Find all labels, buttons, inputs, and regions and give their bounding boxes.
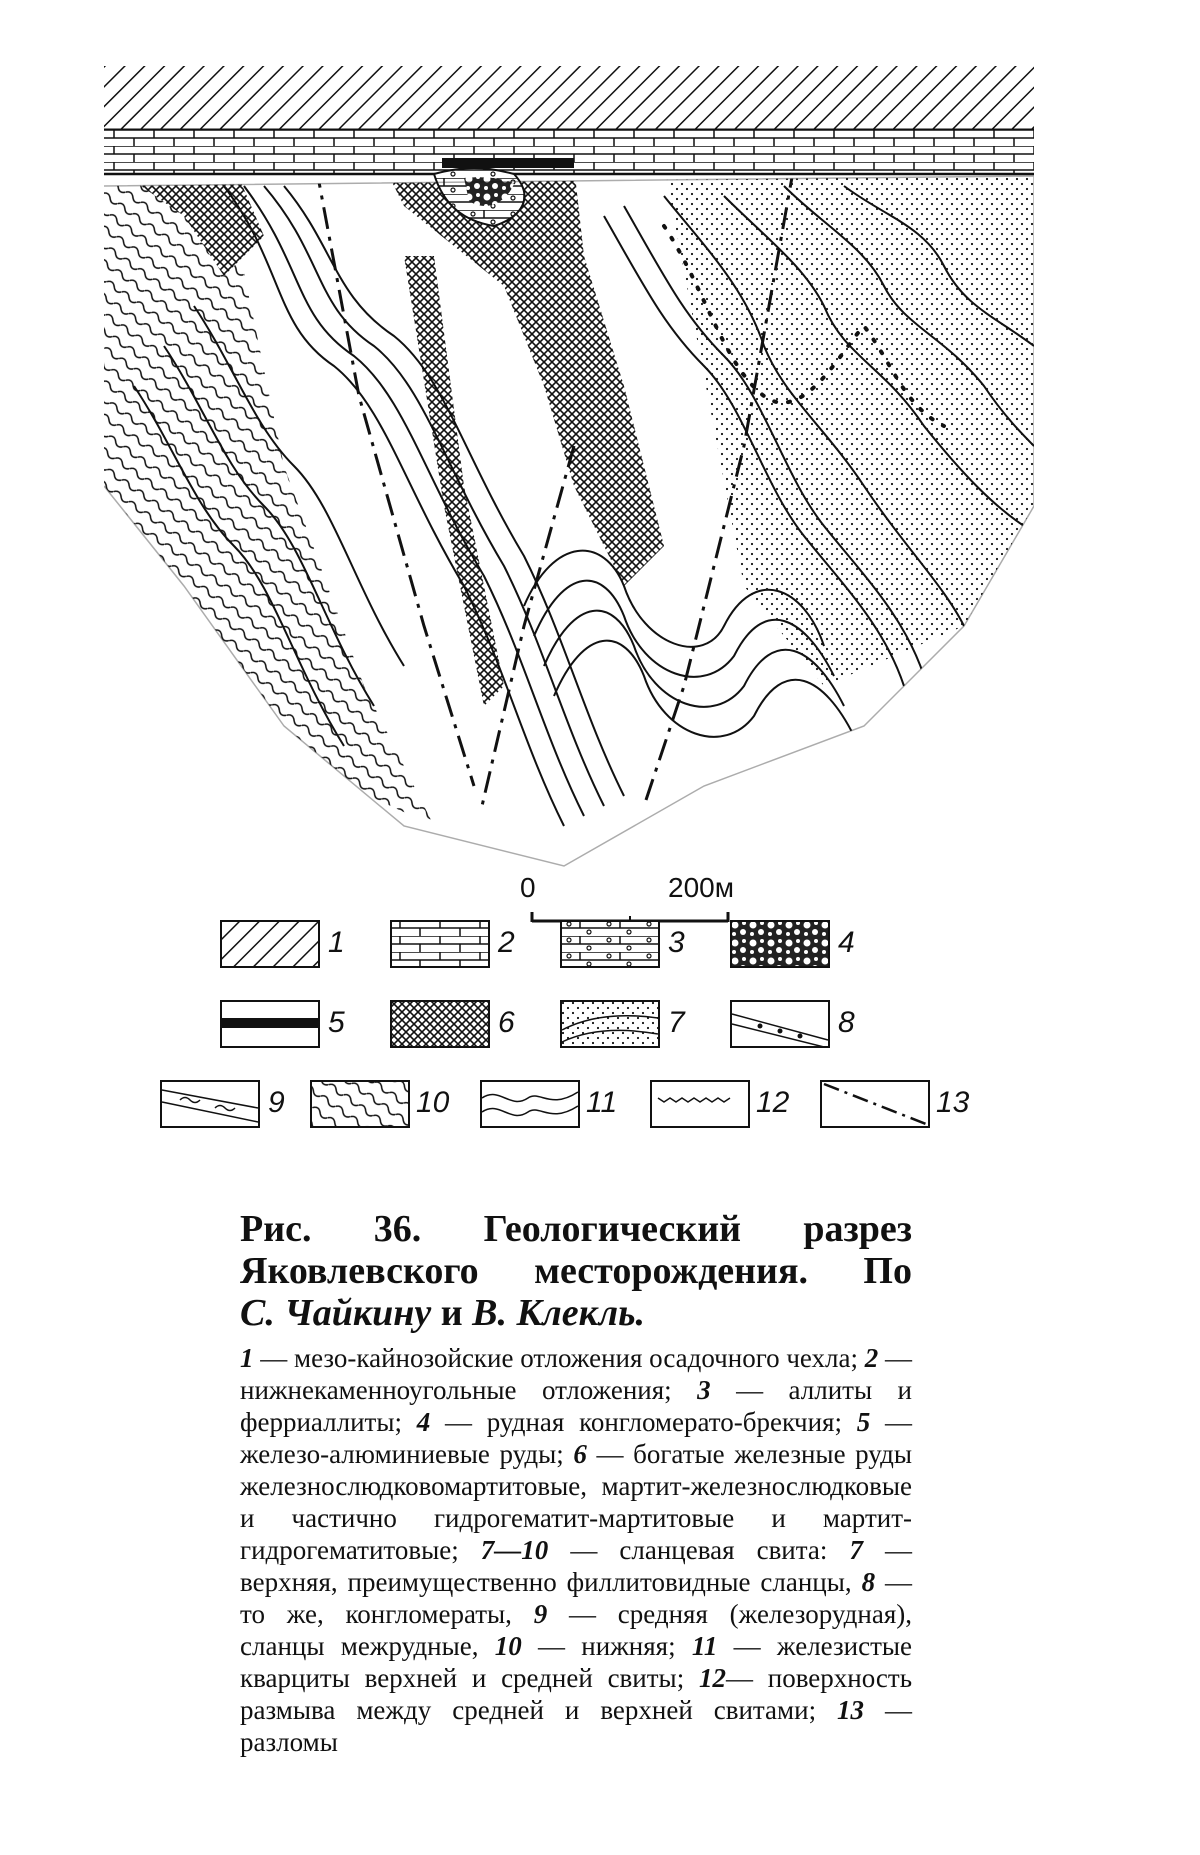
description-item-number: 10 (494, 1631, 522, 1661)
description-item-text: — железо-алюминиевые руды; (240, 1407, 912, 1469)
legend-number: 7 (668, 1006, 685, 1039)
description-item-number: 6 (573, 1439, 587, 1469)
caption-author-1: С. Чайкину (240, 1292, 432, 1334)
description-item-number: 9 (533, 1599, 548, 1629)
legend-number: 11 (586, 1086, 618, 1119)
description-item-number: 2 (864, 1343, 879, 1373)
caption-line-1: Рис. 36. Геологический разрез (240, 1208, 912, 1250)
description-item-number: 7 (849, 1535, 863, 1565)
description-item-number: 3 (697, 1375, 711, 1405)
description-item-text: — поверхность размыва между средней и верхней свитами; (240, 1663, 913, 1725)
description-item-number: 13 (837, 1695, 865, 1725)
legend-number: 8 (838, 1006, 855, 1039)
description-item-number: 8 (861, 1567, 876, 1597)
description-item-text: — разломы (240, 1695, 913, 1757)
description-item-text: — мезо-кайнозойские отложения осадочного чехла; (253, 1343, 865, 1373)
geological-section-figure (104, 66, 1034, 906)
caption-line-2: Яковлевского месторождения. По (240, 1250, 912, 1292)
description-item-number: 11 (691, 1631, 718, 1661)
legend-number: 13 (936, 1086, 970, 1119)
figure-caption (240, 1208, 912, 1334)
legend-number: 4 (838, 926, 855, 959)
iron-aluminum-ore-lens (442, 158, 574, 168)
caption-line-3 (240, 1292, 912, 1334)
legend-number: 6 (498, 1006, 515, 1039)
legend-description (240, 1342, 912, 1758)
description-item-text: — верхняя, преимущественно филлитовидные сланцы, (240, 1535, 912, 1597)
description-item-text: — нижнекаменноугольные отложения; (240, 1343, 913, 1405)
caption-and: и (440, 1292, 463, 1334)
description-item-number: 4 (416, 1407, 431, 1437)
description-item-number: 7—10 (480, 1535, 549, 1565)
legend-number: 10 (416, 1086, 450, 1119)
legend-number: 2 (498, 926, 515, 959)
cover-hatched-layer (104, 66, 1034, 130)
description-item-text: — рудная конгломерато-брекчия; (430, 1407, 857, 1437)
description-item-text: — сланцевая свита: (548, 1535, 850, 1565)
scale-end-label: 200м (668, 872, 734, 903)
legend-number: 1 (328, 926, 345, 959)
description-item-text: — средняя (железорудная), сланцы межрудные, (240, 1599, 912, 1661)
legend-number: 12 (756, 1086, 790, 1119)
legend-number: 5 (328, 1006, 345, 1039)
legend-number: 9 (268, 1086, 285, 1119)
description-item-text: — богатые железные руды железнослюдковомартитовые, мартит-железнослюдковые и частично гидрогематит-мартитовые и мартит-гидрогематитовые; (240, 1439, 912, 1565)
description-item-number: 1 (240, 1343, 254, 1373)
legend (160, 920, 1040, 1180)
caption-author-2: В. Клекль. (472, 1292, 646, 1334)
description-item-text: — аллиты и ферриаллиты; (240, 1375, 913, 1437)
legend-number: 3 (668, 926, 685, 959)
scale-start-label: 0 (520, 872, 536, 903)
description-item-text: — железистые кварциты верхней и средней свиты; (240, 1631, 913, 1693)
description-item-text: — нижняя; (521, 1631, 692, 1661)
description-item-number: 12 (698, 1663, 726, 1693)
description-item-number: 5 (856, 1407, 871, 1437)
description-item-text: — то же, конгломераты, (240, 1567, 912, 1629)
